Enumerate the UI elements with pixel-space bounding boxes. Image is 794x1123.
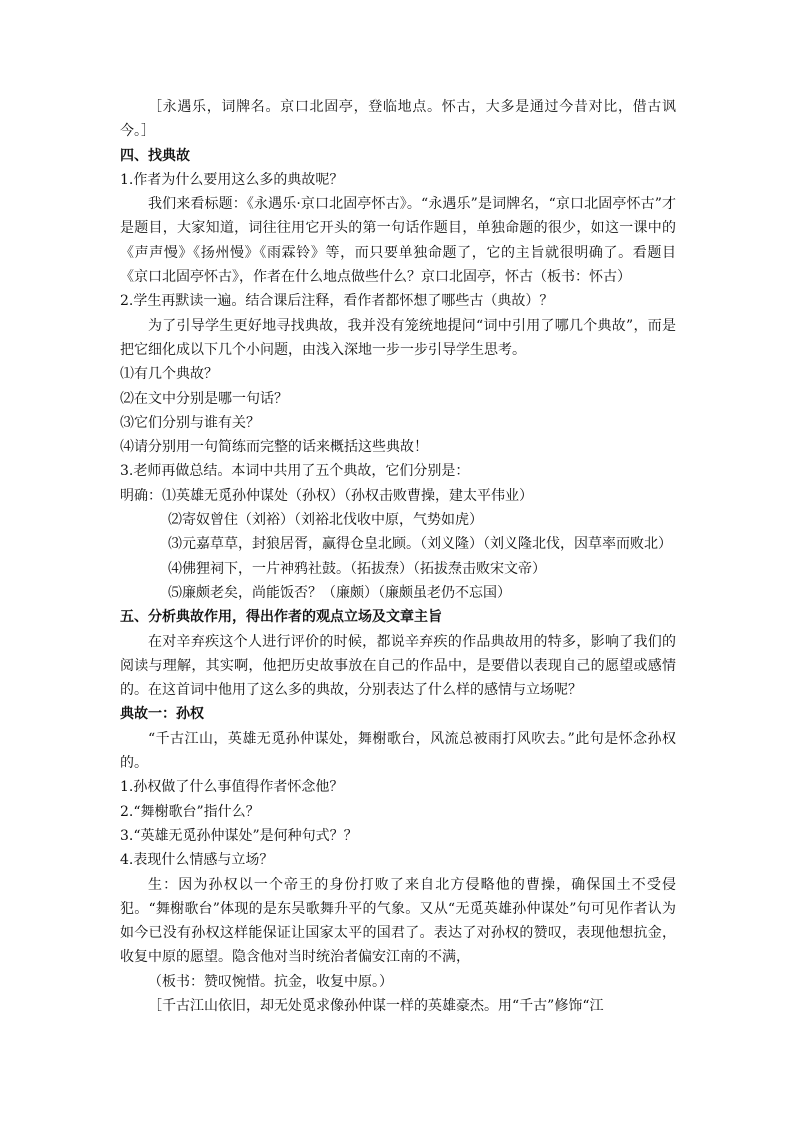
paragraph-title-analysis: 我们来看标题：《永遇乐·京口北固亭怀古》。“永遇乐”是词牌名，“京口北固亭怀古”才是题目，大家知道，词往往用它开头的第一句话作题目，单独命题的很少，如这一课中的《声声慢》《扬州慢》《雨霖铃》等，而只要单独命题了，它的主旨就很明确了。看题目《京口北固亭怀古》，作者在什么地点做些什么？京口北固亭，怀古（板书：怀古）	[120, 196, 676, 286]
section-heading-5: 五、分析典故作用，得出作者的观点立场及文章主旨	[120, 609, 442, 626]
sub-question-3: ⑶它们分别与谁有关？	[120, 414, 260, 431]
task-3: 3.“英雄无觅孙仲谋处”是何种句式？？	[120, 827, 358, 844]
answer-item-1: 明确：⑴英雄无觅孙仲谋处（孙权）（孙权击败曹操，建太平伟业）	[120, 487, 533, 504]
answer-item-4: ⑷佛狸祠下，一片神鸦社鼓。（拓拔焘）（拓拔焘击败宋文帝）	[168, 560, 546, 577]
bracket-explanation: ［千古江山依旧，却无处觅求像孙仲谋一样的英雄豪杰。用“千古”修饰“江	[148, 997, 604, 1014]
document-body	[120, 95, 676, 1018]
sub-question-4: ⑷请分别用一句简练而完整的话来概括这些典故！	[120, 439, 428, 456]
question-1: 1.作者为什么要用这么多的典故呢？	[120, 171, 344, 188]
task-2: 2.“舞榭歌台”指什么？	[120, 803, 260, 820]
answer-item-5: ⑸廉颇老矣，尚能饭否？（廉颇）（廉颇虽老仍不忘国）	[168, 584, 511, 601]
section-heading-4: 四、找典故	[120, 147, 190, 164]
task-1: 1.孙权做了什么事值得作者怀念他？	[120, 779, 344, 796]
board-note: （板书：赞叹惋惜。抗金，收复中原。）	[148, 973, 393, 990]
question-3: 3.老师再做总结。本词中共用了五个典故，它们分别是：	[120, 463, 470, 480]
answer-item-3: ⑶元嘉草草，封狼居胥，赢得仓皇北顾。（刘义隆）（刘义隆北伐，因草率而败北）	[168, 536, 672, 553]
paragraph-guidance: 为了引导学生更好地寻找典故，我并没有笼统地提问“词中引用了哪几个典故”，而是把它细化成以下几个小问题，由浅入深地一步一步引导学生思考。	[120, 317, 676, 358]
student-answer: 生：因为孙权以一个帝王的身份打败了来自北方侵略他的曹操，确保国土不受侵犯。“舞榭歌台”体现的是东吴歌舞升平的气象。又从“无觅英雄孙仲谋处”句可见作者认为如今已没有孙权这样能保证让国家太平的国君了。表达了对孙权的赞叹，表现他想抗金，收复中原的愿望。隐含他对当时统治者偏安江南的不满，	[120, 876, 676, 966]
sub-question-2: ⑵在文中分别是哪一句话？	[120, 390, 288, 407]
answer-item-2: ⑵寄奴曾住（刘裕）（刘裕北伐收中原，气势如虎）	[168, 512, 483, 529]
allusion-heading-1: 典故一：孙权	[120, 706, 204, 723]
task-4: 4.表现什么情感与立场？	[120, 852, 274, 869]
quote-paragraph: “千古江山，英雄无觅孙仲谋处，舞榭歌台，风流总被雨打风吹去。”此句是怀念孙权的。	[120, 730, 676, 772]
bracket-note: ［永遇乐，词牌名。京口北固亭，登临地点。怀古，大多是通过今昔对比，借古讽今。］	[120, 99, 676, 140]
question-2: 2.学生再默读一遍。结合课后注释，看作者都怀想了哪些古（典故）？	[120, 293, 554, 310]
sub-question-1: ⑴有几个典故？	[120, 366, 218, 383]
paragraph-evaluation: 在对辛弃疾这个人进行评价的时候，都说辛弃疾的作品典故用的特多，影响了我们的阅读与理解，其实啊，他把历史故事放在自己的作品中，是要借以表现自己的愿望或感情的。在这首词中他用了这么多的典故，分别表达了什么样的感情与立场呢？	[120, 633, 676, 699]
